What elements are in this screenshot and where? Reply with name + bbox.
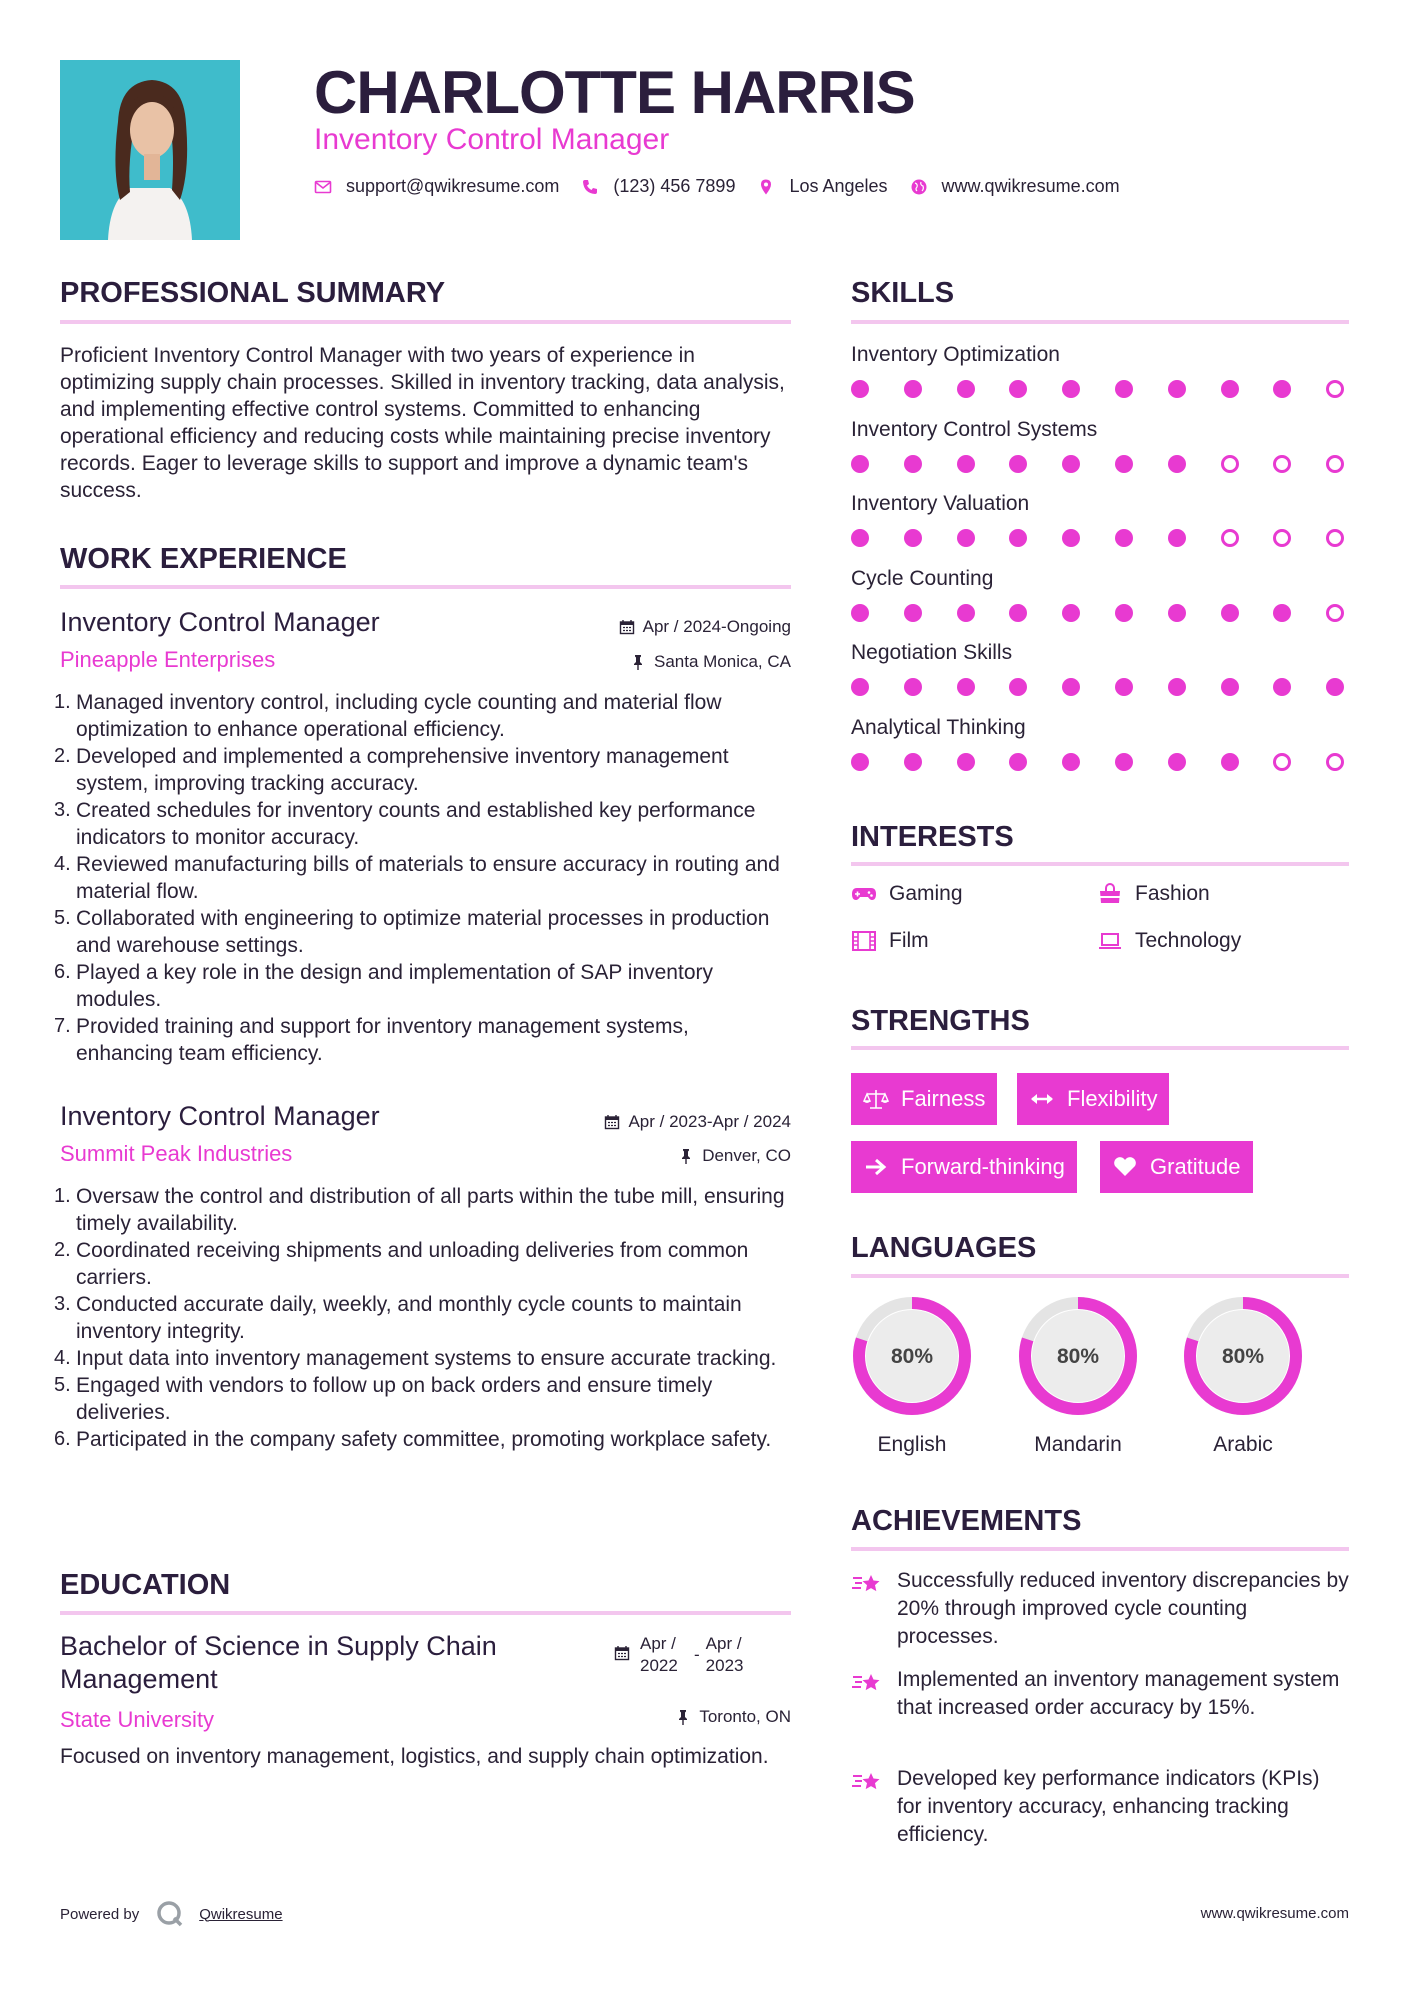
pushpin-icon	[675, 1709, 691, 1725]
education-rule	[60, 1611, 791, 1615]
rating-dot-filled	[851, 529, 869, 547]
arrow-right-icon	[863, 1156, 889, 1178]
degree-title: Bachelor of Science in Supply Chain Management	[60, 1631, 497, 1694]
rating-dot-filled	[1115, 678, 1133, 696]
skill-rating	[851, 678, 1349, 696]
company-name: Pineapple Enterprises	[60, 647, 276, 672]
strength-chip	[851, 1141, 1077, 1193]
rating-dot-empty	[1326, 529, 1344, 547]
rating-dot-filled	[1009, 529, 1027, 547]
skills-rule	[851, 320, 1349, 324]
strength-label: Fairness	[901, 1086, 986, 1111]
languages-heading: LANGUAGES	[851, 1232, 1037, 1264]
calendar-icon	[619, 619, 635, 635]
strength-label: Gratitude	[1150, 1154, 1241, 1179]
list-item: 2. Coordinated receiving shipments and unloading deliveries from common carriers.	[54, 1239, 749, 1289]
rating-dot-filled	[1009, 678, 1027, 696]
summary-text: Proficient Inventory Control Manager with two years of experience in optimizing supply chain processes. Skilled in inventory tracking, data analysis, and implementing effective control systems. Committed to enhancing operational efficiency and reducing costs while maintaining precise inventory records. Eager to leverage skills to support and improve a dynamic team's success.	[60, 344, 785, 502]
language-name: English	[877, 1433, 947, 1456]
envelope-icon	[314, 178, 332, 196]
rating-dot-filled	[1168, 455, 1186, 473]
list-item: 3. Conducted accurate daily, weekly, and monthly cycle counts to maintain inventory integrity.	[54, 1293, 742, 1343]
list-item: 2. Developed and implemented a comprehensive inventory management system, improving tracking accuracy.	[54, 745, 729, 795]
rating-dot-filled	[1062, 455, 1080, 473]
gamepad-icon	[851, 883, 877, 905]
rating-dot-filled	[1168, 678, 1186, 696]
achievement-text: Successfully reduced inventory discrepancies by 20% through improved cycle counting processes.	[897, 1569, 1349, 1648]
rating-dot-filled	[851, 678, 869, 696]
language-percent: 80%	[1056, 1345, 1100, 1368]
strengths-rule	[851, 1046, 1349, 1050]
summary-rule	[60, 320, 791, 324]
job-location	[491, 651, 791, 673]
rating-dot-empty	[1326, 753, 1344, 771]
rating-dot-filled	[1115, 529, 1133, 547]
job-bullets	[56, 1183, 791, 1453]
job-dates-text: Apr / 2024-Ongoing	[642, 617, 791, 636]
school-name: State University	[60, 1707, 215, 1732]
interest-label: Gaming	[889, 882, 963, 905]
rating-dot-filled	[851, 604, 869, 622]
achievements-rule	[851, 1547, 1349, 1551]
language-progress-ring	[1182, 1295, 1304, 1417]
education-heading: EDUCATION	[60, 1569, 231, 1601]
education-end: Apr / 2023	[705, 1634, 744, 1675]
rating-dot-filled	[1009, 604, 1027, 622]
rating-dot-filled	[1062, 529, 1080, 547]
rating-dot-filled	[1221, 604, 1239, 622]
brand-link[interactable]: Qwikresume	[199, 1905, 283, 1923]
language-name: Arabic	[1213, 1433, 1273, 1456]
rating-dot-filled	[1062, 678, 1080, 696]
map-pin-icon	[757, 178, 775, 196]
language-item	[1182, 1295, 1304, 1456]
rating-dot-filled	[904, 455, 922, 473]
rating-dot-empty	[1273, 455, 1291, 473]
languages-rule	[851, 1274, 1349, 1278]
rating-dot-filled	[1168, 753, 1186, 771]
job-location-text: Santa Monica, CA	[653, 652, 791, 671]
skill-name: Inventory Optimization	[851, 343, 1060, 366]
laptop-icon	[1097, 930, 1123, 952]
shooting-star-icon	[851, 1569, 885, 1599]
language-item	[1017, 1295, 1139, 1456]
arrows-horizontal-icon	[1029, 1088, 1055, 1110]
contact-location	[757, 176, 887, 197]
rating-dot-filled	[1273, 604, 1291, 622]
rating-dot-filled	[851, 753, 869, 771]
rating-dot-empty	[1326, 604, 1344, 622]
skill-name: Negotiation Skills	[851, 641, 1013, 664]
rating-dot-filled	[957, 678, 975, 696]
contact-website[interactable]	[910, 176, 1120, 197]
education-dates	[614, 1633, 754, 1677]
language-percent: 80%	[1221, 1345, 1265, 1368]
skill-rating	[851, 604, 1349, 622]
shooting-star-icon	[851, 1767, 885, 1797]
achievement-text: Implemented an inventory management system that increased order accuracy by 15%.	[897, 1668, 1340, 1719]
qwikresume-logo-icon	[155, 1899, 185, 1929]
skill-rating	[851, 753, 1349, 771]
rating-dot-empty	[1326, 380, 1344, 398]
rating-dot-filled	[1115, 380, 1133, 398]
rating-dot-filled	[851, 380, 869, 398]
list-item: 4. Reviewed manufacturing bills of materials to ensure accuracy in routing and material flow.	[54, 853, 780, 903]
rating-dot-empty	[1326, 455, 1344, 473]
rating-dot-filled	[1062, 753, 1080, 771]
experience-rule	[60, 585, 791, 589]
skill-name: Inventory Control Systems	[851, 417, 1098, 441]
list-item: 7. Provided training and support for inventory management systems, enhancing team efficiency.	[54, 1015, 689, 1065]
job-title: Inventory Control Manager	[60, 607, 380, 637]
interest-item	[851, 882, 963, 906]
list-item: 4. Input data into inventory management systems to ensure accurate tracking.	[54, 1347, 777, 1370]
interests-heading: INTERESTS	[851, 821, 1014, 853]
website-text: www.qwikresume.com	[941, 176, 1120, 196]
experience-heading: WORK EXPERIENCE	[60, 543, 347, 575]
contact-bar	[314, 176, 1142, 197]
rating-dot-empty	[1221, 455, 1239, 473]
education-description: Focused on inventory management, logistics, and supply chain optimization.	[60, 1745, 769, 1768]
rating-dot-filled	[904, 678, 922, 696]
candidate-name: CHARLOTTE HARRIS	[314, 59, 915, 126]
rating-dot-filled	[957, 529, 975, 547]
footer-url[interactable]: www.qwikresume.com	[1200, 1905, 1349, 1922]
company-name: Summit Peak Industries	[60, 1141, 293, 1166]
rating-dot-filled	[904, 753, 922, 771]
calendar-icon	[614, 1645, 630, 1661]
rating-dot-filled	[1221, 380, 1239, 398]
phone-text: (123) 456 7899	[613, 176, 736, 196]
summary-heading: PROFESSIONAL SUMMARY	[60, 277, 446, 309]
rating-dot-empty	[1273, 529, 1291, 547]
rating-dot-filled	[1168, 604, 1186, 622]
skill-rating	[851, 455, 1349, 473]
rating-dot-empty	[1221, 529, 1239, 547]
rating-dot-filled	[1168, 529, 1186, 547]
rating-dot-filled	[957, 604, 975, 622]
list-item: 6. Participated in the company safety committee, promoting workplace safety.	[54, 1428, 772, 1451]
job-bullets	[56, 689, 791, 1067]
achievement-item	[851, 1666, 1349, 1722]
rating-dot-filled	[957, 380, 975, 398]
rating-dot-filled	[1009, 753, 1027, 771]
contact-phone[interactable]	[581, 176, 735, 197]
rating-dot-filled	[1009, 455, 1027, 473]
strength-chip	[851, 1073, 997, 1125]
rating-dot-filled	[904, 529, 922, 547]
globe-icon	[910, 178, 928, 196]
skill-rating	[851, 380, 1349, 398]
rating-dot-filled	[957, 455, 975, 473]
language-item	[851, 1295, 973, 1456]
interest-label: Film	[889, 929, 929, 952]
rating-dot-filled	[904, 380, 922, 398]
email-text: support@qwikresume.com	[346, 176, 560, 196]
pushpin-icon	[630, 654, 646, 670]
list-item: 1. Oversaw the control and distribution of all parts within the tube mill, ensuring timely availability.	[54, 1185, 785, 1235]
list-item: 6. Played a key role in the design and implementation of SAP inventory modules.	[54, 961, 713, 1011]
date-separator: -	[694, 1645, 700, 1664]
list-item: 5. Engaged with vendors to follow up on back orders and ensure timely deliveries.	[54, 1374, 713, 1424]
achievement-text: Developed key performance indicators (KPIs) for inventory accuracy, enhancing tracking efficiency.	[897, 1767, 1320, 1846]
skills-heading: SKILLS	[851, 277, 955, 309]
rating-dot-filled	[1062, 380, 1080, 398]
education-location	[491, 1706, 791, 1728]
rating-dot-filled	[1221, 678, 1239, 696]
rating-dot-filled	[1221, 753, 1239, 771]
rating-dot-filled	[1326, 678, 1344, 696]
candidate-role: Inventory Control Manager	[314, 123, 670, 156]
strength-chip	[1017, 1073, 1169, 1125]
balance-scale-icon	[863, 1088, 889, 1110]
footer-powered-by	[60, 1899, 283, 1929]
job-dates	[491, 1111, 791, 1133]
list-item: 1. Managed inventory control, including cycle counting and material flow optimization to enhance operational efficiency.	[54, 691, 722, 741]
language-percent: 80%	[890, 1345, 934, 1368]
rating-dot-filled	[904, 604, 922, 622]
rating-dot-filled	[1115, 753, 1133, 771]
calendar-icon	[604, 1114, 620, 1130]
interest-label: Technology	[1135, 929, 1242, 952]
location-text: Los Angeles	[789, 176, 888, 196]
job-title: Inventory Control Manager	[60, 1101, 380, 1131]
job-dates-text: Apr / 2023-Apr / 2024	[628, 1112, 791, 1131]
rating-dot-filled	[1273, 380, 1291, 398]
skill-rating	[851, 529, 1349, 547]
phone-icon	[581, 178, 599, 196]
interest-item	[851, 929, 929, 953]
list-item: 3. Created schedules for inventory counts and established key performance indicators to monitor accuracy.	[54, 799, 756, 849]
rating-dot-empty	[1273, 753, 1291, 771]
strength-label: Flexibility	[1067, 1086, 1158, 1111]
shooting-star-icon	[851, 1668, 885, 1698]
language-progress-ring	[851, 1295, 973, 1417]
education-start: Apr / 2022	[640, 1634, 678, 1675]
powered-by-text: Powered by	[60, 1905, 140, 1923]
strength-label: Forward-thinking	[901, 1154, 1065, 1179]
job-location	[491, 1145, 791, 1167]
job-location-text: Denver, CO	[702, 1146, 791, 1165]
education-location-text: Toronto, ON	[699, 1707, 791, 1726]
rating-dot-filled	[1168, 380, 1186, 398]
shopping-bag-icon	[1097, 883, 1123, 905]
film-icon	[851, 930, 877, 952]
rating-dot-filled	[1062, 604, 1080, 622]
list-item: 5. Collaborated with engineering to optimize material processes in production and warehouse settings.	[54, 907, 770, 957]
profile-photo	[60, 60, 240, 240]
strengths-heading: STRENGTHS	[851, 1005, 1030, 1037]
language-progress-ring	[1017, 1295, 1139, 1417]
skill-name: Inventory Valuation	[851, 492, 1030, 515]
rating-dot-filled	[1009, 380, 1027, 398]
job-dates	[491, 616, 791, 638]
rating-dot-filled	[1115, 455, 1133, 473]
rating-dot-filled	[1273, 678, 1291, 696]
achievements-heading: ACHIEVEMENTS	[851, 1505, 1082, 1537]
strength-chip	[1100, 1141, 1253, 1193]
interest-item	[1097, 882, 1210, 906]
interest-label: Fashion	[1135, 882, 1210, 905]
contact-email[interactable]	[314, 176, 559, 197]
rating-dot-filled	[1115, 604, 1133, 622]
achievement-item	[851, 1567, 1349, 1651]
skill-name: Analytical Thinking	[851, 715, 1026, 739]
skill-name: Cycle Counting	[851, 566, 994, 590]
achievement-item	[851, 1765, 1349, 1849]
language-name: Mandarin	[1034, 1433, 1122, 1456]
interests-rule	[851, 862, 1349, 866]
rating-dot-filled	[851, 455, 869, 473]
rating-dot-filled	[957, 753, 975, 771]
interest-item	[1097, 929, 1241, 953]
heart-icon	[1112, 1156, 1138, 1178]
pushpin-icon	[678, 1148, 694, 1164]
